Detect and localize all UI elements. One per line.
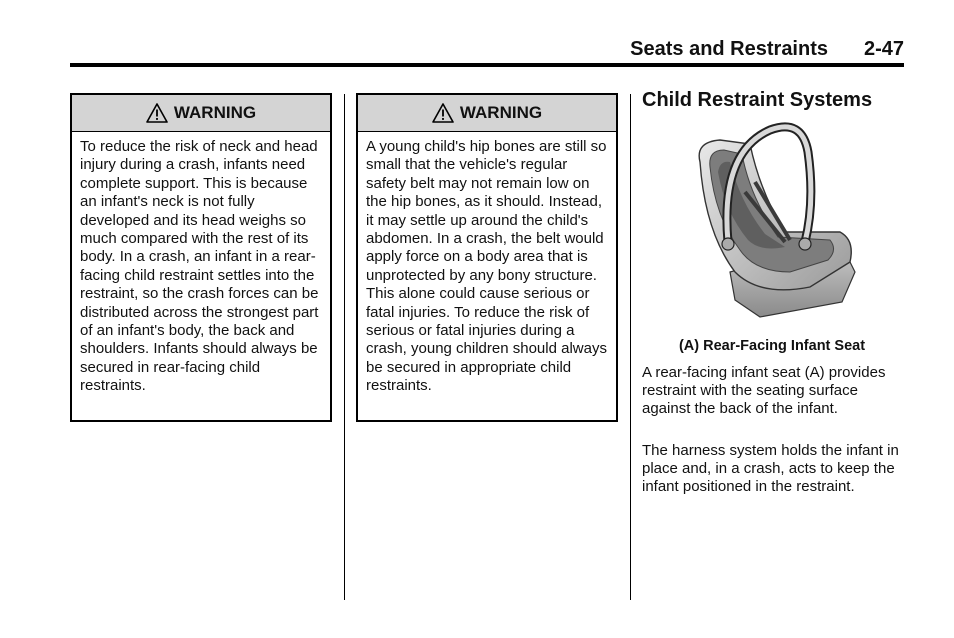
paragraph-restraint: A rear-facing infant seat (A) provides restraint with the seating surface against the back of the infant. — [642, 364, 886, 417]
section-title: Child Restraint Systems — [642, 89, 873, 111]
warning-header — [72, 95, 330, 132]
infant-seat-illustration — [690, 122, 860, 322]
warning-label: WARNING — [173, 103, 257, 122]
warning-label: WARNING — [459, 103, 543, 122]
header-rule — [70, 63, 904, 67]
warning-text: A young child's hip bones are still so small that the vehicle's regular safety belt may not remain low on the hip bones, as it should. Instead, it may settle up around the child's abdomen. In a crash, the belt would apply force on a body area that is unprotected by any bony structure. This alone could cause serious or fatal injuries. To reduce the risk of serious or fatal injuries during a crash, young children should always be secured in appropriate child restraints. — [366, 138, 607, 395]
paragraph-harness: The harness system holds the infant in place and, in a crash, acts to keep the infant positioned in the restraint. — [642, 442, 899, 495]
warning-triangle-icon — [146, 103, 168, 123]
header-title: Seats and Restraints — [630, 38, 828, 60]
column-divider-right — [630, 94, 631, 600]
page-number: 2-47 — [863, 38, 904, 60]
warning-box-hip-bones — [356, 93, 618, 422]
figure-caption: (A) Rear-Facing Infant Seat — [678, 338, 866, 354]
warning-box-neck-injury — [70, 93, 332, 422]
warning-text: To reduce the risk of neck and head injury during a crash, infants need complete support. This is because an infant's neck is not fully developed and its head weighs so much compared with the rest of its body. In a crash, an infant in a rear-facing child restraint settles into the restraint, so the crash forces can be distributed across the strongest part of an infant's body, the back and shoulders. Infants should always be secured in rear-facing child restraints. — [80, 138, 319, 395]
column-divider-left — [344, 94, 345, 600]
warning-triangle-icon — [432, 103, 454, 123]
warning-header — [358, 95, 616, 132]
page-header — [70, 36, 904, 64]
